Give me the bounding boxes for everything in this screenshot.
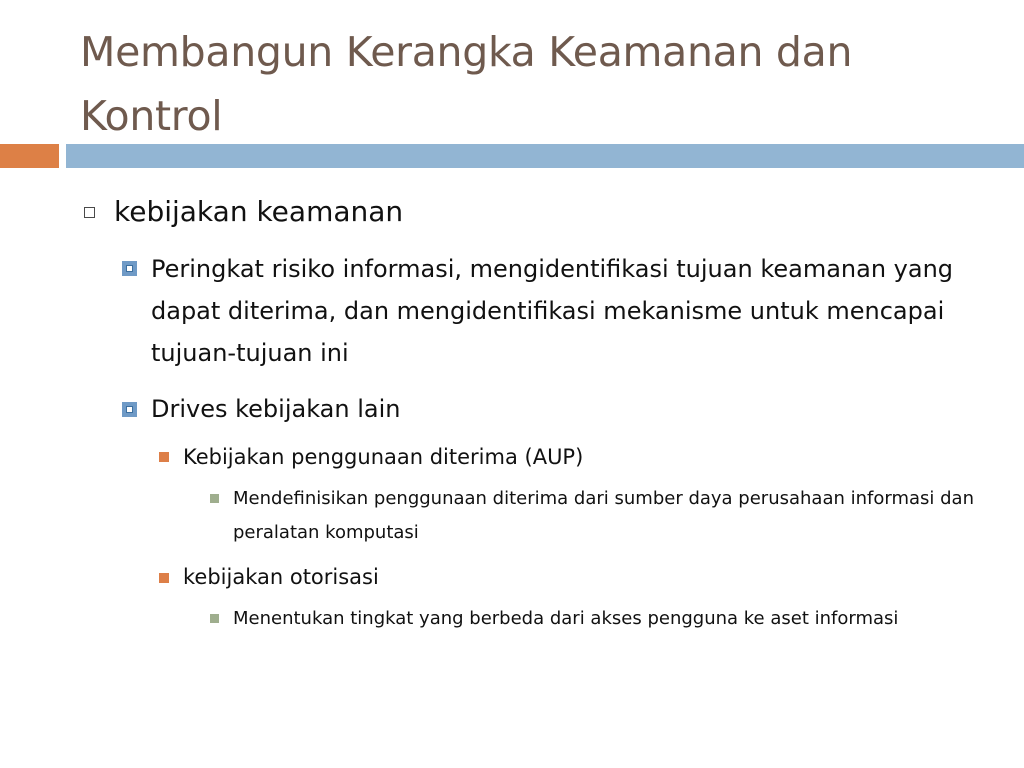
title-divider-orange [0,144,59,168]
bullet-item-level3 [183,562,983,592]
bullet-item-level3 [183,442,983,472]
bullet-text: kebijakan keamanan [114,195,404,228]
framed-square-bullet-icon [122,402,137,417]
orange-square-bullet-icon [159,573,169,583]
bullet-text: Peringkat risiko informasi, mengidentifikasi tujuan keamanan yang dapat diterima, dan mengidentifikasi mekanisme untuk mencapai tujuan-tujuan ini [151,255,954,367]
bullet-text: Mendefinisikan penggunaan diterima dari sumber daya perusahaan informasi dan peralatan komputasi [233,488,974,543]
bullet-text: Kebijakan penggunaan diterima (AUP) [183,445,584,469]
green-square-bullet-icon [210,614,219,623]
bullet-item-level2 [151,248,981,374]
bullet-item-level1 [114,193,994,231]
hollow-square-bullet-icon [84,207,95,218]
bullet-item-level4 [233,482,993,550]
bullet-text: kebijakan otorisasi [183,565,379,589]
bullet-item-level4 [233,602,993,636]
framed-square-bullet-icon [122,261,137,276]
green-square-bullet-icon [210,494,219,503]
bullet-item-level2 [151,388,981,430]
bullet-text: Drives kebijakan lain [151,395,401,423]
bullet-text: Menentukan tingkat yang berbeda dari akses pengguna ke aset informasi [233,608,899,629]
title-divider-blue [66,144,1024,168]
slide-title: Membangun Kerangka Keamanan dan Kontrol [80,28,853,140]
orange-square-bullet-icon [159,452,169,462]
